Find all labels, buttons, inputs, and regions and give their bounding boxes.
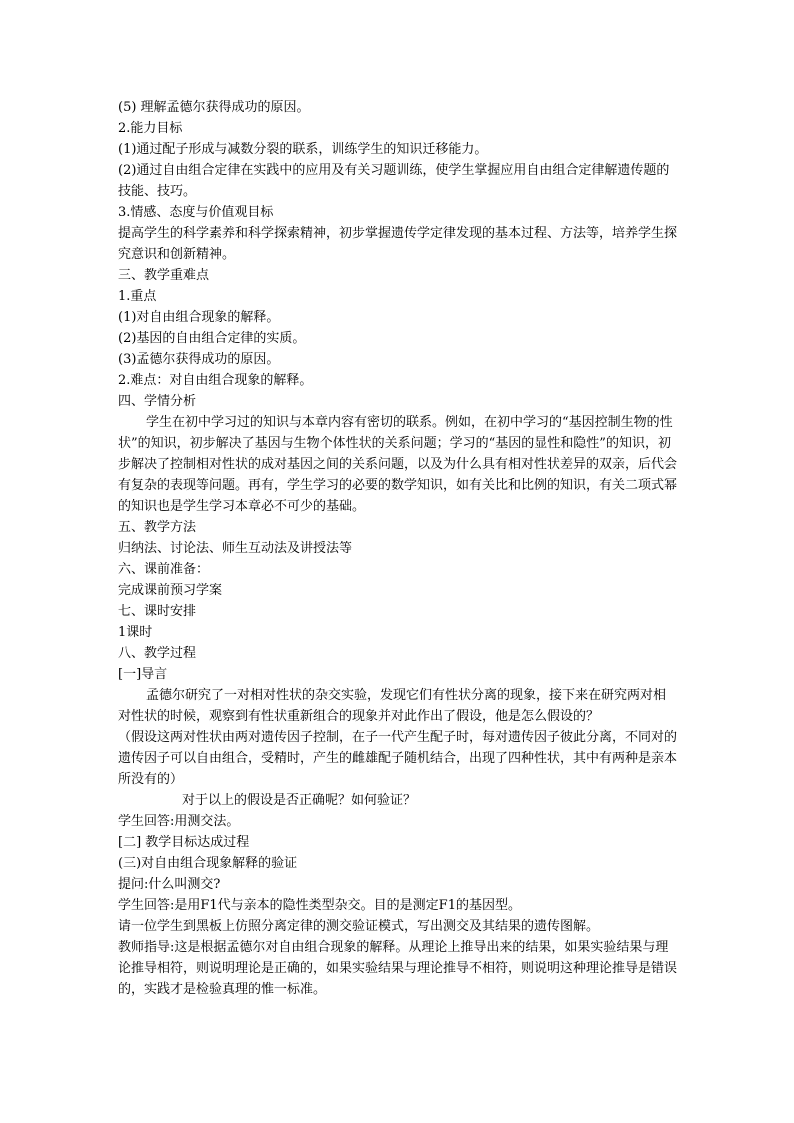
key-point-1: (1)对自由组合现象的解释。 [118,310,280,325]
introduction-heading: [一]导言 [118,667,168,682]
student-analysis-text: 学生在初中学习过的知识与本章内容有密切的联系。例如，在初中学习的“基因控制生物的性状”的知识，初步解决了基因与生物个体性状的关系问题；学习的“基因的显性和隐性”的知识，初步解决了控制相对性状的成对基因之间的关系问题，以及为什么具有相对性状差异的双亲，后代会有复杂的表现等问题。再有，学生学习的必要的数学知识，如有关比和比例的知识，有关二项式幂的知识也是学生学习本章必不可少的基础。 [118,415,678,514]
key-point-3: (3)孟德尔获得成功的原因。 [118,352,280,367]
teacher-guidance: 教师指导:这是根据孟德尔对自由组合现象的解释。从理论上推导出来的结果，如果实验结果与理论推导相符，则说明理论是正确的，如果实验结果与理论推导不相符，则说明这种理论推导是错误的，实践才是检验真理的惟一标准。 [118,940,678,997]
emotion-objectives-text: 提高学生的科学素养和科学探索精神，初步掌握遗传学定律发现的基本过程、方法等，培养学生探究意识和创新精神。 [118,226,678,262]
verification-heading: (三)对自由组合现象解释的验证 [118,856,298,871]
verification-question: 对于以上的假设是否正确呢？如何验证？ [182,793,417,808]
student-answer-1: 学生回答:用测交法。 [118,814,240,829]
student-answer-2: 学生回答:是用F1代与亲本的隐性类型杂交。目的是测定F1的基因型。 [118,898,521,913]
key-points-heading: 1.重点 [118,289,157,304]
preparation-text: 完成课前预习学案 [118,583,223,598]
section-6-heading: 六、课前准备： [118,562,210,577]
class-hours-text: 1课时 [118,625,153,640]
section-4-heading: 四、学情分析 [118,394,197,409]
objectives-process-heading: [二] 教学目标达成过程 [118,835,250,850]
section-5-heading: 五、教学方法 [118,520,197,535]
ability-objective-1: (1)通过配子形成与减数分裂的联系，训练学生的知识迁移能力。 [118,142,488,157]
blackboard-task: 请一位学生到黑板上仿照分离定律的测交验证模式，写出测交及其结果的遗传图解。 [118,919,600,934]
question-testcross: 提问:什么叫测交? [118,877,221,892]
section-7-heading: 七、课时安排 [118,604,197,619]
key-point-2: (2)基因的自由组合定律的实质。 [118,331,306,346]
ability-objectives-heading: 2.能力目标 [118,121,183,136]
section-8-heading: 八、教学过程 [118,646,197,661]
emotion-objectives-heading: 3.情感、态度与价值观目标 [118,205,274,220]
document-page [118,97,678,1000]
objective-5: (5) 理解孟德尔获得成功的原因。 [118,100,310,115]
introduction-text: 孟德尔研究了一对相对性状的杂交实验，发现它们有性状分离的现象，接下来在研究两对相对性状的时候，观察到有性状重新组合的现象并对此作出了假设，他是怎么假设的？ [118,688,667,724]
section-3-heading: 三、教学重难点 [118,268,210,283]
teaching-methods-text: 归纳法、讨论法、师生互动法及讲授法等 [118,541,353,556]
hypothesis-text: （假设这两对性状由两对遗传因子控制，在子一代产生配子时，每对遗传因子彼此分离，不同对的遗传因子可以自由组合，受精时，产生的雌雄配子随机结合，出现了四种性状，其中有两种是亲本所没有的） [118,730,678,787]
ability-objective-2: (2)通过自由组合定律在实践中的应用及有关习题训练，使学生掌握应用自由组合定律解遗传题的技能、技巧。 [118,163,670,199]
difficult-point: 2.难点：对自由组合现象的解释。 [118,373,313,388]
